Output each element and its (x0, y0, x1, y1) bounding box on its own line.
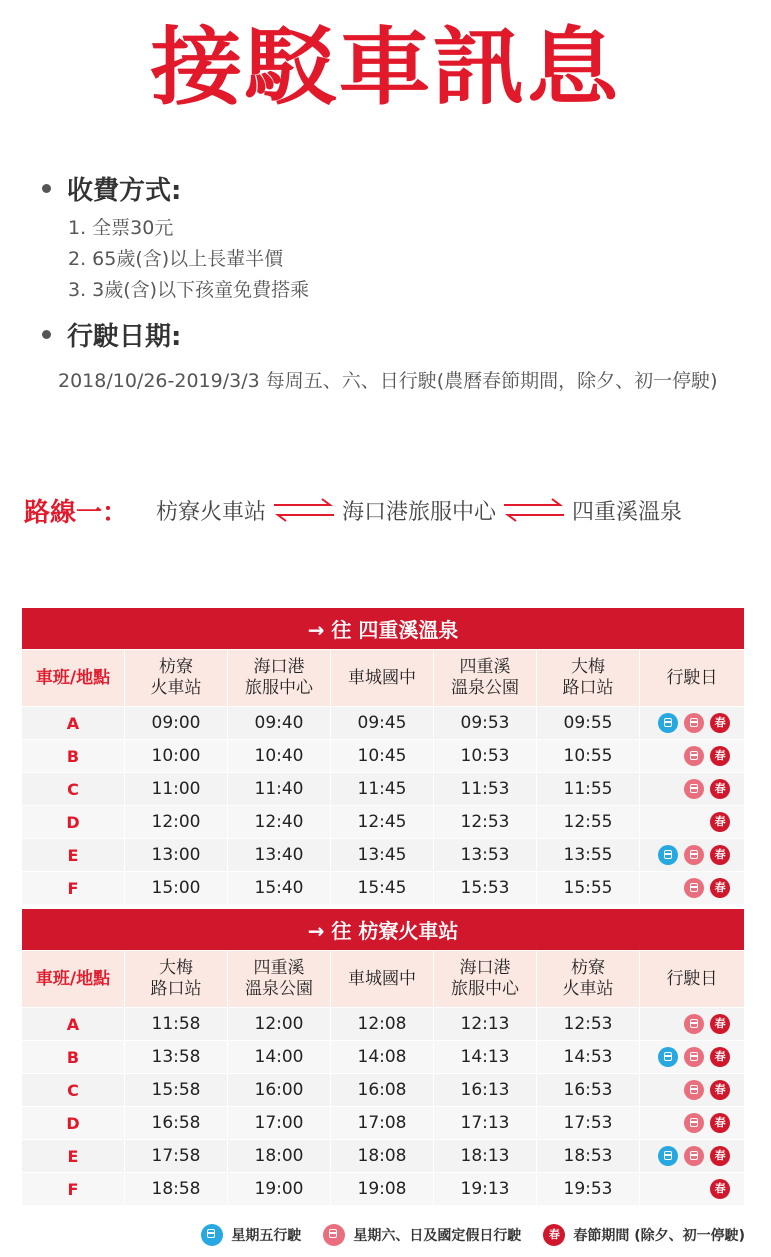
spring-festival-icon: 春 (543, 1224, 565, 1246)
table-row (22, 1041, 745, 1074)
trip-class: C (22, 773, 125, 806)
direction-header: → 往 四重溪溫泉 (22, 608, 745, 650)
legend-item-friday (201, 1224, 301, 1246)
departure-time: 09:45 (331, 707, 434, 740)
spring-festival-icon: 春 (710, 1179, 730, 1199)
spring-festival-icon: 春 (710, 845, 730, 865)
route-stop: 四重溪溫泉 (572, 499, 683, 525)
departure-time: 19:00 (228, 1173, 331, 1206)
table-row (22, 707, 745, 740)
departure-time: 16:58 (125, 1107, 228, 1140)
bus-icon (201, 1224, 223, 1246)
departure-time: 19:13 (434, 1173, 537, 1206)
departure-time: 13:45 (331, 839, 434, 872)
spring-festival-icon: 春 (710, 878, 730, 898)
departure-time: 12:00 (125, 806, 228, 839)
departure-time: 14:53 (537, 1041, 640, 1074)
table-row (22, 773, 745, 806)
table-row (22, 1140, 745, 1173)
departure-time: 13:55 (537, 839, 640, 872)
service-days (640, 1008, 745, 1041)
bullet-dot (42, 330, 51, 339)
trip-class: D (22, 1107, 125, 1140)
spring-festival-icon: 春 (710, 1014, 730, 1034)
service-days (640, 707, 745, 740)
header-stop: 枋寮 火車站 (537, 951, 640, 1008)
fee-item: 3. 3歲(含)以下孩童免費搭乘 (68, 279, 310, 301)
timetable-body (22, 707, 745, 905)
departure-time: 17:58 (125, 1140, 228, 1173)
service-days (640, 1140, 745, 1173)
bus-icon (323, 1224, 345, 1246)
departure-time: 12:00 (228, 1008, 331, 1041)
table-row (22, 806, 745, 839)
bullet-dot (42, 184, 51, 193)
fee-heading-row (40, 170, 309, 207)
departure-time: 09:55 (537, 707, 640, 740)
header-stop: 大梅 路口站 (125, 951, 228, 1008)
departure-time: 16:13 (434, 1074, 537, 1107)
route-stop: 海口港旅服中心 (342, 499, 497, 525)
spring-festival-icon: 春 (710, 1113, 730, 1133)
table-row (22, 872, 745, 905)
legend-item-cny (543, 1224, 745, 1246)
header-service-days: 行駛日 (640, 650, 745, 707)
dates-section (40, 316, 738, 398)
legend-label: 星期六、日及國定假日行駛 (353, 1228, 522, 1244)
departure-time: 11:53 (434, 773, 537, 806)
departure-time: 18:58 (125, 1173, 228, 1206)
fee-item: 1. 全票30元 (68, 217, 174, 239)
service-days (640, 1173, 745, 1206)
legend-label: 春節期間 (除夕、初一停駛) (573, 1228, 745, 1244)
bus-icon (684, 878, 704, 898)
fee-heading: 收費方式: (67, 176, 182, 206)
bus-icon (684, 845, 704, 865)
departure-time: 17:13 (434, 1107, 537, 1140)
direction-header: → 往 枋寮火車站 (22, 909, 745, 951)
header-stop: 海口港 旅服中心 (434, 951, 537, 1008)
fee-section (40, 170, 309, 306)
departure-time: 13:58 (125, 1041, 228, 1074)
departure-time: 18:00 (228, 1140, 331, 1173)
header-class-location: 車班/地點 (22, 951, 125, 1008)
departure-time: 15:58 (125, 1074, 228, 1107)
header-stop: 大梅 路口站 (537, 650, 640, 707)
service-days (640, 839, 745, 872)
departure-time: 12:13 (434, 1008, 537, 1041)
header-service-days: 行駛日 (640, 951, 745, 1008)
spring-festival-icon: 春 (710, 713, 730, 733)
timetable-to-fangliao (21, 908, 745, 1206)
fee-item: 2. 65歲(含)以上長輩半價 (68, 248, 284, 270)
trip-class: B (22, 740, 125, 773)
departure-time: 11:55 (537, 773, 640, 806)
departure-time: 19:08 (331, 1173, 434, 1206)
departure-time: 12:40 (228, 806, 331, 839)
header-stop: 車城國中 (331, 650, 434, 707)
table-row (22, 1008, 745, 1041)
departure-time: 11:58 (125, 1008, 228, 1041)
departure-time: 11:00 (125, 773, 228, 806)
departure-time: 16:53 (537, 1074, 640, 1107)
bus-icon (684, 779, 704, 799)
departure-time: 16:00 (228, 1074, 331, 1107)
departure-time: 11:40 (228, 773, 331, 806)
timetable-body (22, 1008, 745, 1206)
departure-time: 12:55 (537, 806, 640, 839)
trip-class: A (22, 1008, 125, 1041)
column-headers (22, 650, 745, 707)
departure-time: 10:40 (228, 740, 331, 773)
departure-time: 15:40 (228, 872, 331, 905)
trip-class: B (22, 1041, 125, 1074)
legend (0, 1224, 771, 1246)
timetable-to-sichongxi (21, 607, 745, 905)
trip-class: C (22, 1074, 125, 1107)
service-days (640, 806, 745, 839)
trip-class: D (22, 806, 125, 839)
bus-icon (684, 1080, 704, 1100)
round-trip-arrows-icon (272, 495, 336, 525)
departure-time: 14:08 (331, 1041, 434, 1074)
departure-time: 12:08 (331, 1008, 434, 1041)
header-stop: 四重溪 溫泉公園 (434, 650, 537, 707)
route-label: 路線一： (24, 497, 129, 528)
bus-icon (684, 1146, 704, 1166)
departure-time: 18:53 (537, 1140, 640, 1173)
service-days (640, 740, 745, 773)
departure-time: 18:08 (331, 1140, 434, 1173)
bus-icon (684, 1014, 704, 1034)
route-line (24, 488, 754, 532)
header-stop: 枋寮 火車站 (125, 650, 228, 707)
departure-time: 11:45 (331, 773, 434, 806)
bus-icon (684, 1047, 704, 1067)
trip-class: E (22, 839, 125, 872)
departure-time: 09:40 (228, 707, 331, 740)
spring-festival-icon: 春 (710, 779, 730, 799)
departure-time: 10:00 (125, 740, 228, 773)
legend-label: 星期五行駛 (231, 1228, 302, 1244)
trip-class: F (22, 872, 125, 905)
table-row (22, 1107, 745, 1140)
departure-time: 10:53 (434, 740, 537, 773)
service-days (640, 1074, 745, 1107)
service-days (640, 1041, 745, 1074)
departure-time: 15:45 (331, 872, 434, 905)
departure-time: 14:00 (228, 1041, 331, 1074)
spring-festival-icon: 春 (710, 746, 730, 766)
departure-time: 19:53 (537, 1173, 640, 1206)
bus-icon (684, 1113, 704, 1133)
departure-time: 16:08 (331, 1074, 434, 1107)
route-stop: 枋寮火車站 (156, 499, 267, 525)
bus-icon (658, 1047, 678, 1067)
departure-time: 10:45 (331, 740, 434, 773)
departure-time: 13:00 (125, 839, 228, 872)
dates-text: 2018/10/26-2019/3/3 每周五、六、日行駛(農曆春節期間，除夕、初一停駛) (58, 370, 718, 392)
spring-festival-icon: 春 (710, 1047, 730, 1067)
departure-time: 09:00 (125, 707, 228, 740)
table-row (22, 1074, 745, 1107)
column-headers (22, 951, 745, 1008)
table-row (22, 1173, 745, 1206)
spring-festival-icon: 春 (710, 812, 730, 832)
fee-list (68, 213, 309, 306)
trip-class: A (22, 707, 125, 740)
dates-heading-row (40, 316, 738, 353)
header-stop: 車城國中 (331, 951, 434, 1008)
table-row (22, 740, 745, 773)
header-stop: 海口港 旅服中心 (228, 650, 331, 707)
departure-time: 12:45 (331, 806, 434, 839)
bus-icon (658, 845, 678, 865)
spring-festival-icon: 春 (710, 1146, 730, 1166)
departure-time: 14:13 (434, 1041, 537, 1074)
departure-time: 18:13 (434, 1140, 537, 1173)
spring-festival-icon: 春 (710, 1080, 730, 1100)
service-days (640, 872, 745, 905)
departure-time: 17:00 (228, 1107, 331, 1140)
departure-time: 15:53 (434, 872, 537, 905)
round-trip-arrows-icon (502, 495, 566, 525)
departure-time: 10:55 (537, 740, 640, 773)
departure-time: 15:55 (537, 872, 640, 905)
service-days (640, 773, 745, 806)
header-class-location: 車班/地點 (22, 650, 125, 707)
departure-time: 17:53 (537, 1107, 640, 1140)
legend-item-holiday (323, 1224, 521, 1246)
service-days (640, 1107, 745, 1140)
table-row (22, 839, 745, 872)
bus-icon (658, 713, 678, 733)
bus-icon (684, 713, 704, 733)
departure-time: 09:53 (434, 707, 537, 740)
trip-class: E (22, 1140, 125, 1173)
departure-time: 13:53 (434, 839, 537, 872)
trip-class: F (22, 1173, 125, 1206)
header-stop: 四重溪 溫泉公園 (228, 951, 331, 1008)
departure-time: 17:08 (331, 1107, 434, 1140)
departure-time: 12:53 (537, 1008, 640, 1041)
bus-icon (684, 746, 704, 766)
dates-heading: 行駛日期: (67, 322, 182, 352)
departure-time: 15:00 (125, 872, 228, 905)
bus-icon (658, 1146, 678, 1166)
departure-time: 13:40 (228, 839, 331, 872)
page-title: 接駁車訊息 (150, 17, 621, 117)
departure-time: 12:53 (434, 806, 537, 839)
